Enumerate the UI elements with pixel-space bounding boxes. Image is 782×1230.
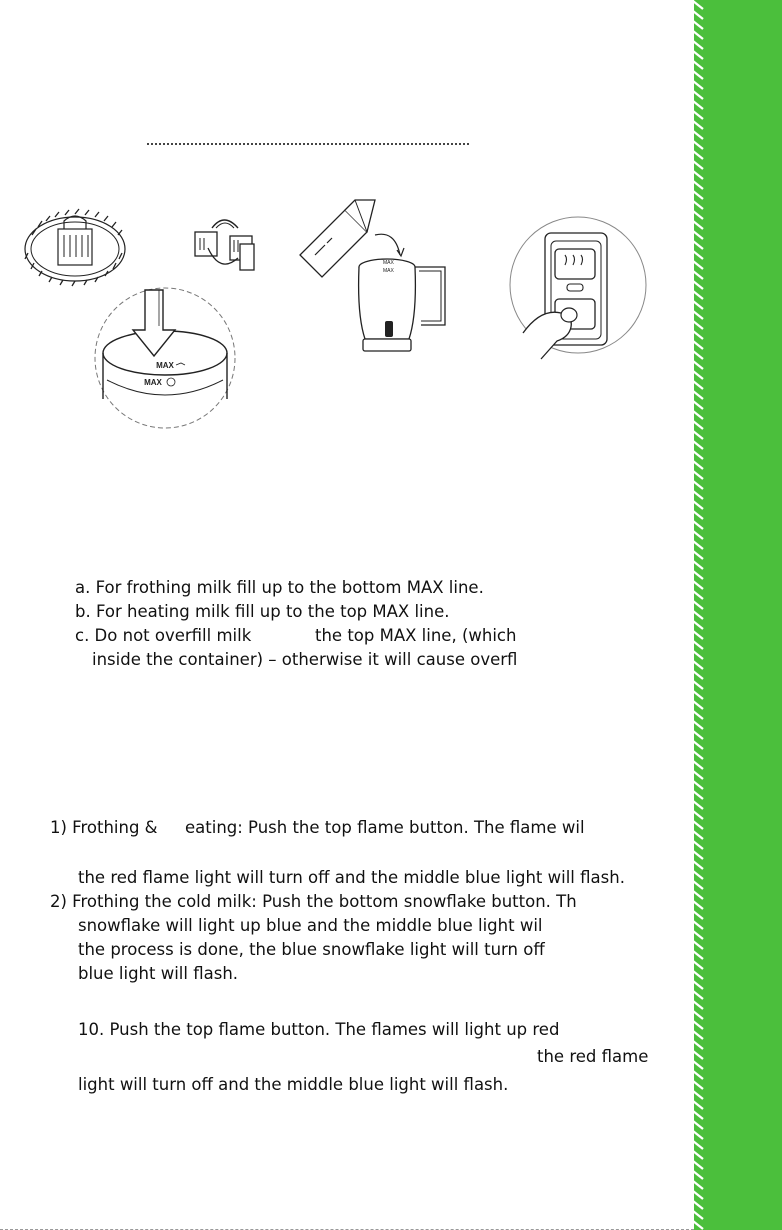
side-accent-strip <box>694 0 782 1230</box>
step-2-text-line4: blue light will flash. <box>78 964 239 983</box>
dotted-leader-line <box>147 143 469 145</box>
milk-level-item-c-start: c. Do not overfill milk <box>75 626 252 645</box>
step-2-text-line3: the process is done, the blue snowflake light will turn off <box>78 940 545 959</box>
max-label-upper: MAX <box>156 361 174 370</box>
indicator-light-drawing <box>567 284 583 291</box>
milk-level-item-c-end: inside the container) – otherwise it will cause overfl <box>92 650 518 669</box>
control-panel-illustration <box>505 215 655 375</box>
magnetic-whisk-illustration <box>190 210 260 275</box>
step-1-label: 1) Frothing & <box>50 818 158 837</box>
container-max-line-illustration <box>85 285 245 435</box>
svg-text:MAX: MAX <box>383 268 394 274</box>
step-1-text: eating: Push the top flame button. The flame wil <box>185 818 585 837</box>
step-1-text-continued: the red flame light will turn off and the middle blue light will flash. <box>78 868 625 887</box>
step-2-text: 2) Frothing the cold milk: Push the bottom snowflake button. Th <box>50 892 577 911</box>
step-3-text-line3: light will turn off and the middle blue light will flash. <box>78 1075 509 1094</box>
step-3-text-line2: the red flame <box>537 1047 649 1066</box>
milk-level-item-a: a. For frothing milk fill up to the bottom MAX line. <box>75 578 484 597</box>
pouring-milk-illustration <box>295 195 455 365</box>
zigzag-edge-decoration <box>691 0 713 1230</box>
max-label-lower: MAX <box>144 378 162 387</box>
step-3-text: 10. Push the top flame button. The flames will light up red <box>78 1020 560 1039</box>
step-2-text-line2: snowflake will light up blue and the middle blue light wil <box>78 916 543 935</box>
milk-level-item-b: b. For heating milk fill up to the top MAX line. <box>75 602 450 621</box>
svg-text:MAX: MAX <box>383 260 394 266</box>
flame-button-drawing <box>555 249 595 279</box>
spring-whisk-illustration <box>20 205 130 290</box>
milk-level-item-c-middle: the top MAX line, (which <box>315 626 517 645</box>
